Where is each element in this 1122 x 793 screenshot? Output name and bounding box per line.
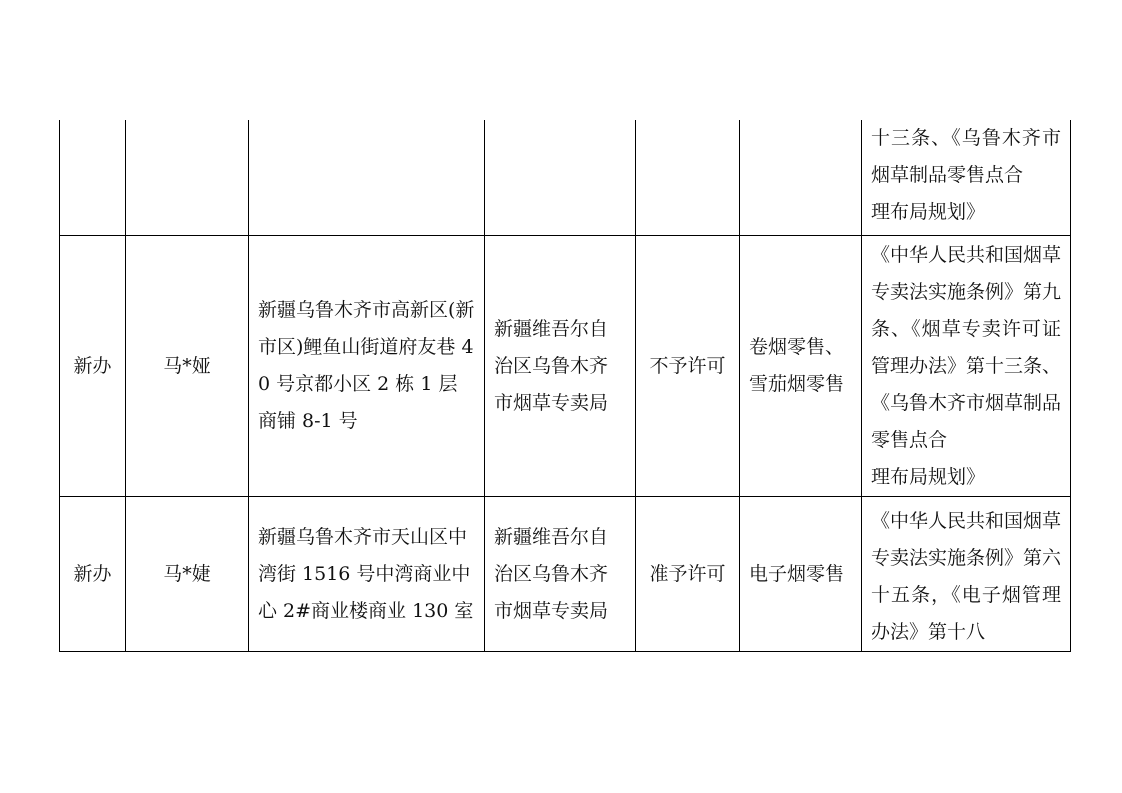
- license-result-cell: 不予许可: [636, 236, 740, 497]
- business-address-cell: 新疆乌鲁木齐市高新区(新市区)鲤鱼山街道府友巷 40 号京都小区 2 栋 1 层商铺 8-1 号: [249, 236, 485, 497]
- legal-basis-cell: [862, 120, 1071, 236]
- table-row: [60, 120, 1071, 236]
- business-scope-cell: [740, 120, 862, 236]
- license-result-cell: 准予许可: [636, 497, 740, 652]
- legal-basis-cell: [862, 236, 1071, 497]
- legal-basis-last-line: 理布局规划》: [871, 201, 986, 223]
- business-address-cell: [249, 120, 485, 236]
- application-type-cell: 新办: [60, 236, 126, 497]
- legal-basis-text: 《中华人民共和国烟草专卖法实施条例》第六十五条，《电子烟管理办法》第十八: [871, 510, 1062, 643]
- license-notice-table: [59, 120, 1071, 652]
- application-type-cell: [60, 120, 126, 236]
- licensing-authority-cell: 新疆维吾尔自治区乌鲁木齐市烟草专卖局: [485, 236, 636, 497]
- licensing-authority-cell: [485, 120, 636, 236]
- licensing-authority-cell: 新疆维吾尔自治区乌鲁木齐市烟草专卖局: [485, 497, 636, 652]
- legal-basis-text: 《中华人民共和国烟草专卖法实施条例》第九条、《烟草专卖许可证管理办法》第十三条、《乌鲁木齐市烟草制品零售点合: [871, 243, 1062, 451]
- legal-basis-last-line: 理布局规划》: [871, 465, 986, 488]
- license-result-cell: [636, 120, 740, 236]
- business-address-cell: 新疆乌鲁木齐市天山区中湾街 1516 号中湾商业中心 2#商业楼商业 130 室: [249, 497, 485, 652]
- business-scope-cell: 卷烟零售、雪茄烟零售: [740, 236, 862, 497]
- business-scope-cell: 电子烟零售: [740, 497, 862, 652]
- legal-basis-text: 市烟草制品零售点合: [871, 127, 1061, 186]
- applicant-name-cell: [126, 120, 249, 236]
- table-row: [60, 497, 1071, 652]
- application-type-cell: 新办: [60, 497, 126, 652]
- table-row: [60, 236, 1071, 497]
- applicant-name-cell: 马*娅: [126, 236, 249, 497]
- legal-basis-text: 十三条、《乌鲁木齐: [871, 127, 1042, 149]
- applicant-name-cell: 马*婕: [126, 497, 249, 652]
- legal-basis-cell: [862, 497, 1071, 652]
